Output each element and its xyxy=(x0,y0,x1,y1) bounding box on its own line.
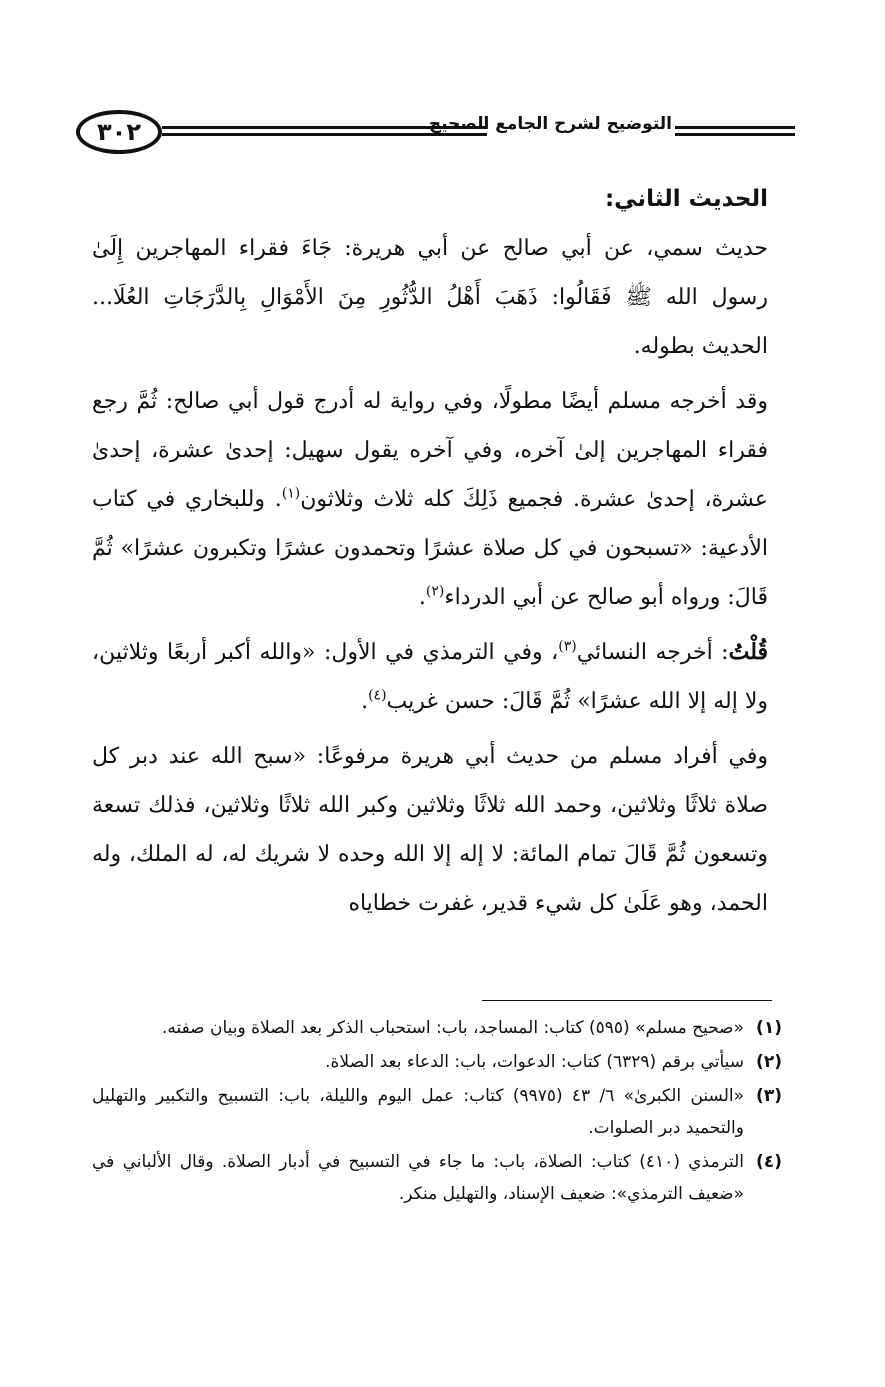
emphasis-text: قُلْتُ xyxy=(728,639,769,665)
footnote-number: (١) xyxy=(756,1018,782,1038)
footnote xyxy=(92,1046,782,1078)
paragraph-text: حديث سمي، عن أبي صالح عن أبي هريرة: جَاءَ فقراء المهاجرين إِلَىٰ رسول الله ﷺ فَقَالُوا: ذَهَبَ أَهْلُ الدُّثُورِ مِنَ الأَمْوَالِ بِالدَّرَجَاتِ العُلَا... الحديث بطوله. xyxy=(92,236,768,359)
paragraph-text: . xyxy=(361,689,369,714)
footnote xyxy=(92,1080,782,1144)
page-number: ٣٠٢ xyxy=(76,110,162,154)
paragraph-text: ، وفي الترمذي في الأول: «والله أكبر أربعًا وثلاثين، ولا إله إلا الله عشرًا» ثُمَّ قَالَ: حسن غريب xyxy=(92,640,768,714)
footnote-number: (٤) xyxy=(756,1152,782,1172)
footnote xyxy=(92,1146,782,1210)
paragraph xyxy=(92,224,768,371)
running-title: التوضيح لشرح الجامع الصحيح xyxy=(428,114,672,134)
footnote-text: سيأتي برقم (٦٣٢٩) كتاب: الدعوات، باب: الدعاء بعد الصلاة. xyxy=(325,1052,744,1072)
footnote-ref[interactable]: (٢) xyxy=(425,583,445,600)
paragraph-text: . وللبخاري في كتاب الأدعية: «تسبحون في كل صلاة عشرًا وتحمدون عشرًا وتكبرون عشرًا» ثُمَّ قَالَ: ورواه أبو صالح عن أبي الدرداء xyxy=(92,487,768,610)
paragraphs xyxy=(92,224,768,928)
footnote-text: الترمذي (٤١٠) كتاب: الصلاة، باب: ما جاء في التسبيح في أدبار الصلاة. وقال الألباني في «ضعيف الترمذي»: ضعيف الإسناد، والتهليل منكر. xyxy=(92,1152,744,1204)
footnote-separator xyxy=(482,1000,772,1001)
main-text xyxy=(92,178,768,934)
section-title: الحديث الثاني: xyxy=(604,186,768,212)
paragraph xyxy=(92,628,768,726)
footnote-number: (٣) xyxy=(756,1086,782,1106)
footnote-text: «السنن الكبرىٰ» ٦/ ٤٣ (٩٩٧٥) كتاب: عمل اليوم والليلة، باب: التسبيح والتكبير والتهليل والتحميد دبر الصلوات. xyxy=(92,1086,744,1138)
footnote-ref[interactable]: (٣) xyxy=(558,638,577,655)
footnote-ref[interactable]: (٤) xyxy=(368,687,387,704)
paragraph xyxy=(92,377,768,622)
page-header xyxy=(80,108,820,158)
paragraph-text: وقد أخرجه مسلم أيضًا مطولًا، وفي رواية له أدرج قول أبي صالح: ثُمَّ رجع فقراء المهاجرين إلىٰ آخره، وفي آخره يقول سهيل: إحدىٰ عشرة، إحدىٰ عشرة، إحدىٰ عشرة. فجميع ذَلِكَ كله ثلاث وثلاثون xyxy=(92,389,769,512)
footnote xyxy=(92,1012,782,1044)
paragraph xyxy=(92,732,768,928)
footnote-number: (٢) xyxy=(756,1052,782,1072)
footnote-ref[interactable]: (١) xyxy=(281,485,301,502)
header-rule-right xyxy=(675,126,795,136)
footnote-text: «صحيح مسلم» (٥٩٥) كتاب: المساجد، باب: استحباب الذكر بعد الصلاة وبيان صفته. xyxy=(161,1018,744,1038)
footnotes xyxy=(92,1012,782,1212)
paragraph-text: : أخرجه النسائي xyxy=(576,640,729,665)
paragraph-text: وفي أفراد مسلم من حديث أبي هريرة مرفوعًا: «سبح الله عند دبر كل صلاة ثلاثًا وثلاثين، وحمد الله ثلاثًا وثلاثين وكبر الله ثلاثًا وثلاثين، فذلك تسعة وتسعون ثُمَّ قَالَ تمام المائة: لا إله إلا الله وحده لا شريك له، له الملك، وله الحمد، وهو عَلَىٰ كل شيء قدير، غفرت خطاياه xyxy=(92,744,768,916)
paragraph-text: . xyxy=(418,585,426,610)
